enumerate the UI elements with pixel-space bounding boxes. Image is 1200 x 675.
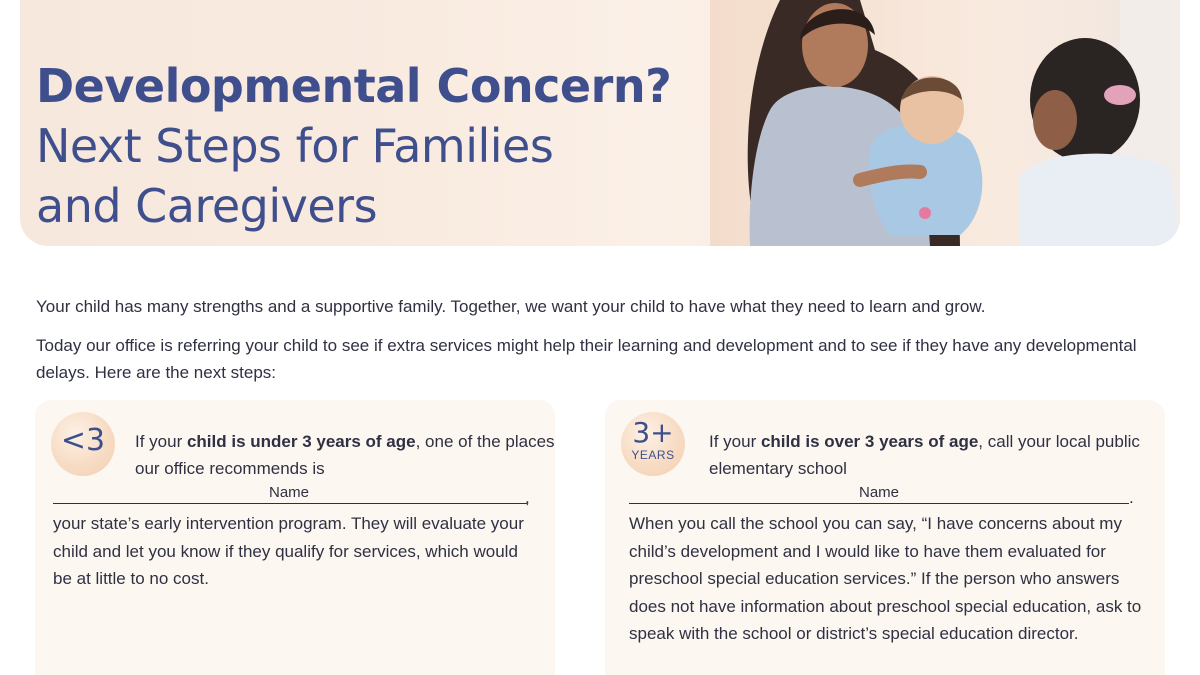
- under-3-lead: [135, 428, 555, 482]
- over-3-lead-suffix: , call your local public elementary school: [709, 432, 1140, 478]
- under-3-lead-prefix: If your: [135, 432, 187, 451]
- over-3-lead-prefix: If your: [709, 432, 761, 451]
- page-title: [36, 56, 716, 236]
- under-3-lead-bold: child is under 3 years of age: [186, 432, 416, 451]
- under-3-badge-text: <3: [60, 423, 106, 458]
- under-3-body: your state’s early intervention program. They will evaluate your child and let you know if they qualify for services, which would be at little to no cost.: [53, 514, 524, 588]
- under-3-lead-suffix: , one of the places our office recommends is: [135, 432, 555, 478]
- under-3-name-punct: ,: [525, 488, 530, 507]
- intro-paragraph-2: Today our office is referring your child to see if extra services might help their learning and development and to see if they have any developmental delays. Here are the next steps:: [36, 336, 1137, 382]
- under-3-badge: [51, 412, 115, 476]
- over-3-body: When you call the school you can say, “I have concerns about my child’s development and I would like to have them evaluated for preschool special education services.” If the person who answers does not have information about preschool special education, ask to speak with the school or district’s special education director.: [629, 514, 1142, 643]
- intro-paragraph-1: Your child has many strengths and a supportive family. Together, we want your child to have what they need to learn and grow.: [36, 297, 986, 316]
- under-3-card: [35, 400, 555, 675]
- over-3-name-blank: [629, 503, 1129, 504]
- hero-banner: [20, 0, 1180, 246]
- under-3-name-label: Name: [268, 484, 309, 501]
- over-3-lead: [709, 428, 1165, 482]
- family-doctor-photo: [710, 0, 1180, 246]
- title-line-2: Next Steps for Families: [36, 119, 554, 173]
- photo-illustration: [710, 0, 1180, 246]
- title-line-3: and Caregivers: [36, 179, 378, 233]
- intro-text: [36, 293, 1166, 398]
- over-3-card: [605, 400, 1165, 675]
- over-3-badge: [621, 412, 685, 476]
- over-3-badge-text: 3+: [632, 416, 674, 449]
- over-3-lead-bold: child is over 3 years of age: [760, 432, 979, 451]
- over-3-name-punct: .: [1129, 488, 1134, 507]
- over-3-badge-sub: YEARS: [631, 448, 675, 462]
- title-line-1: Developmental Concern?: [36, 59, 672, 113]
- under-3-name-blank: [53, 503, 527, 504]
- over-3-name-label: Name: [858, 484, 899, 501]
